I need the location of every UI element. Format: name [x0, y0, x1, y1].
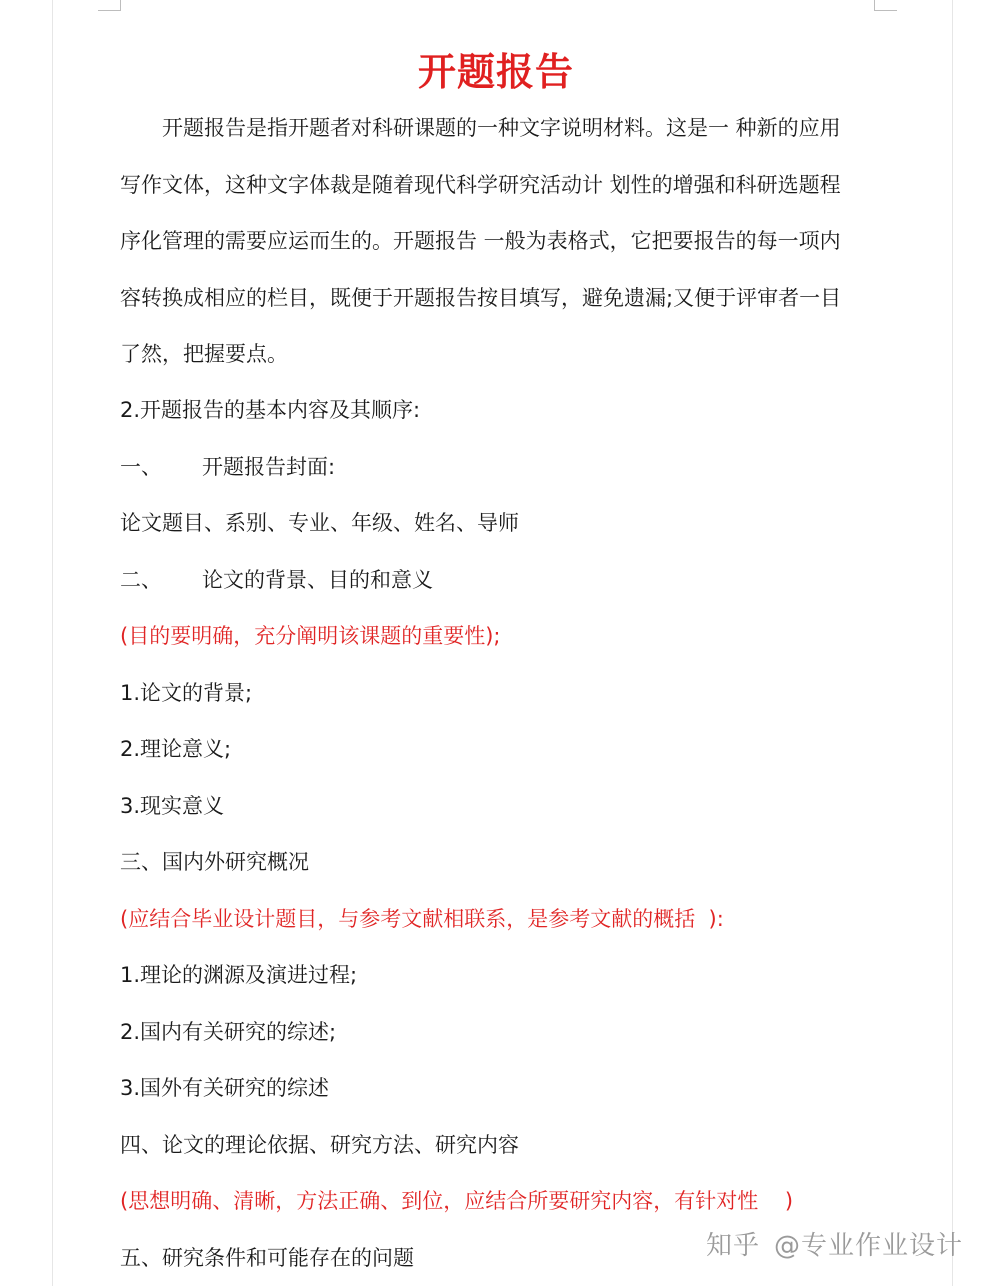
watermark-brand: 知乎 [706, 1231, 761, 1261]
section-two-point-1: 1.论文的背景; [120, 681, 253, 705]
intro-line: 开题报告是指开题者对科研课题的一种文字说明材料。这是一 种新的应用 [162, 116, 841, 140]
intro-paragraph [120, 100, 890, 383]
crop-mark-top-right [874, 0, 897, 11]
watermark [706, 1228, 963, 1264]
intro-line: 了然，把握要点。 [120, 342, 288, 367]
watermark-author: @专业作业设计 [774, 1231, 964, 1261]
document-title: 开题报告 [417, 50, 574, 94]
intro-line: 序化管理的需要应运而生的。开题报告 一般为表格式，它把要报告的每一项内 [120, 229, 841, 254]
section-three-heading: 三、国内外研究概况 [120, 850, 309, 874]
section-one-heading: 一、 开题报告封面: [120, 455, 336, 479]
section-three-note: (应结合毕业设计题目，与参考文献相联系，是参考文献的概括 ): [120, 907, 724, 931]
section-two-point-2: 2.理论意义; [120, 737, 232, 761]
intro-line: 写作文体，这种文字体裁是随着现代科学研究活动计 划性的增强和科研选题程 [120, 172, 841, 197]
page-edge-left [52, 0, 53, 1286]
section-five-heading: 五、研究条件和可能存在的问题 [120, 1246, 414, 1270]
section-three-point-1: 1.理论的渊源及演进过程; [120, 963, 358, 987]
section-three-point-3: 3.国外有关研究的综述 [120, 1076, 330, 1100]
section-two-point-3: 3.现实意义 [120, 794, 225, 818]
page-edge-right [952, 0, 953, 1286]
section-one-content: 论文题目、系别、专业、年级、姓名、导师 [120, 511, 519, 535]
section-three-point-2: 2.国内有关研究的综述; [120, 1020, 337, 1044]
section-two-note: (目的要明确，充分阐明该课题的重要性); [120, 624, 501, 648]
section-two-heading: 二、 论文的背景、目的和意义 [120, 568, 434, 592]
section-heading-contents: 2.开题报告的基本内容及其顺序: [120, 398, 421, 422]
section-four-heading: 四、论文的理论依据、研究方法、研究内容 [120, 1133, 519, 1157]
intro-line: 容转换成相应的栏目，既便于开题报告按目填写，避免遗漏;又便于评审者一目 [120, 285, 842, 310]
section-four-note: (思想明确、清晰，方法正确、到位，应结合所要研究内容，有针对性 ) [120, 1189, 794, 1213]
crop-mark-top-left [98, 0, 121, 11]
